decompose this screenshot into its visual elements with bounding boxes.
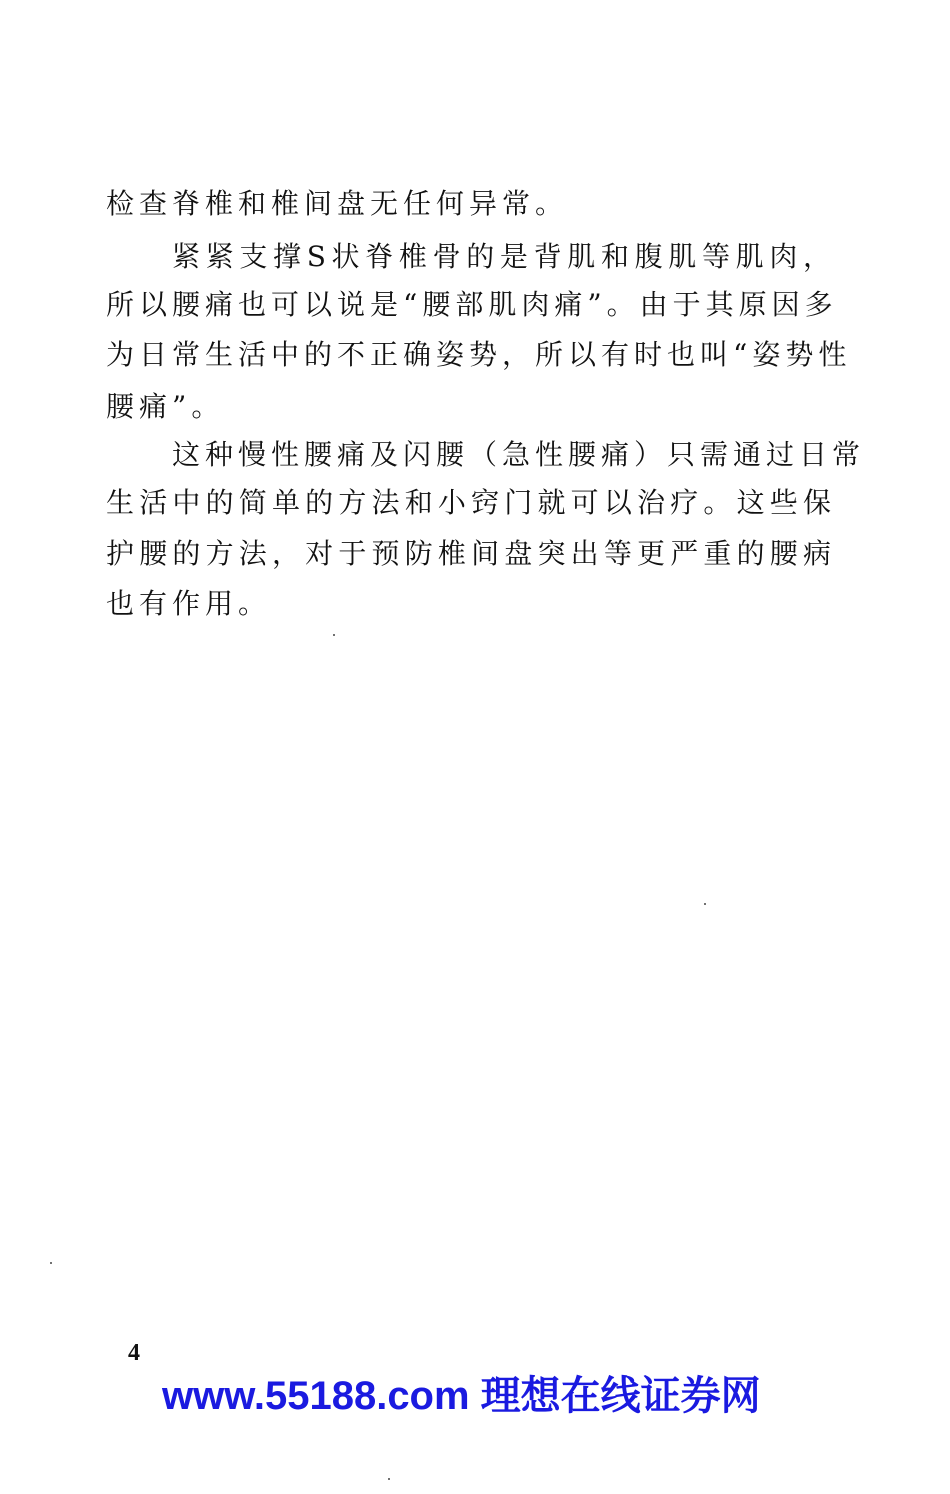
text-line-5: 腰痛”。 (106, 390, 225, 423)
text-line-1: 检查脊椎和椎间盘无任何异常。 (106, 187, 569, 220)
text-line-6: 这种慢性腰痛及闪腰（急性腰痛）只需通过日常 (172, 438, 866, 471)
text-line-4: 为日常生活中的不正确姿势，所以有时也叫“姿势性 (106, 338, 852, 371)
text-line-8: 护腰的方法，对于预防椎间盘突出等更严重的腰病 (106, 537, 836, 570)
scan-speck (50, 1262, 52, 1264)
text-line-9: 也有作用。 (106, 587, 272, 620)
text-line-7: 生活中的简单的方法和小窍门就可以治疗。这些保 (106, 486, 836, 519)
text-line-3: 所以腰痛也可以说是“腰部肌肉痛”。由于其原因多 (106, 288, 838, 321)
scan-speck (388, 1478, 390, 1480)
watermark: www.55188.com 理想在线证券网 (162, 1374, 761, 1418)
page-number: 4 (128, 1340, 140, 1366)
scan-speck (333, 634, 335, 636)
text-line-2: 紧紧支撑S状脊椎骨的是背肌和腹肌等肌肉， (172, 240, 836, 273)
scan-speck (704, 903, 706, 905)
